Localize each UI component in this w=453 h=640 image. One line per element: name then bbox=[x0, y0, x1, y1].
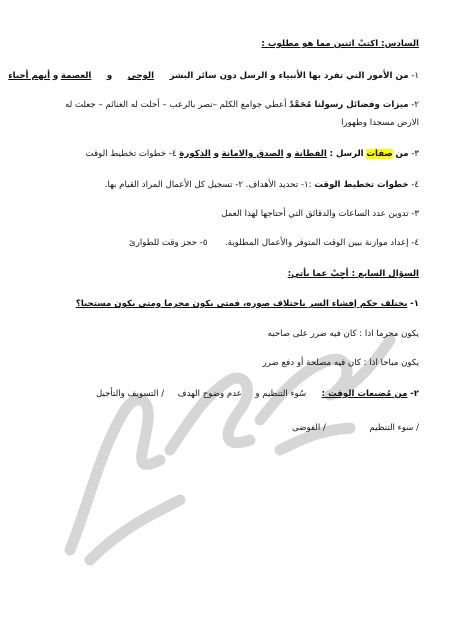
q7-item-2-number: ٢- bbox=[410, 389, 419, 399]
q7-item-2-prompt: من مُضيعات الوقت : bbox=[321, 389, 408, 399]
q6-item-2-prompt: ميزات وفضائل رسولنا مُحَمَّدٌ bbox=[289, 100, 409, 110]
q6-item-3-answer-1: الفطانة bbox=[294, 149, 327, 159]
q7-item-1-prompt: يختلف حكم إفشاء السر باختلاف صوره، فمتى يكون محرما ومتى يكون مستحبا؟ bbox=[75, 299, 408, 309]
q6-item-3-separator-1: و bbox=[286, 149, 292, 159]
q6-item-1-answer-1: الوحى bbox=[127, 71, 155, 81]
q6-item-1-number: ١- bbox=[411, 71, 419, 81]
q6-item-3 bbox=[28, 148, 419, 160]
section-6-title: السادس: اكتبْ اثنين مما هو مطلوب : bbox=[261, 39, 419, 49]
q7-item-1-answer-2: يكون مباحا اذا : كان فيه مصلحة أو دفع ضرر bbox=[262, 358, 419, 368]
q6-item-2 bbox=[28, 99, 419, 111]
q7-item-2-answer-3: / التسويف والتأجيل bbox=[96, 389, 165, 399]
q6-item-4-prompt: خطوات تخطيط الوقت bbox=[314, 180, 409, 190]
q7-item-2-answer-4: / سوء التنظيم bbox=[369, 423, 419, 433]
q7-item-2-continuation bbox=[28, 422, 419, 434]
q6-item-3-separator-2: و bbox=[213, 149, 219, 159]
q7-item-2 bbox=[28, 388, 419, 400]
q6-item-5: ٣- تدوين عدد الساعات والدقائق التي أحتاجها لهذا العمل bbox=[221, 209, 419, 219]
q6-item-3-prompt-highlight: صفات bbox=[366, 149, 393, 159]
section-7-title: السؤال السابع : أجِبْ عما يأتي: bbox=[287, 269, 419, 279]
q6-item-1-answer-2: العصمة bbox=[60, 71, 92, 81]
q6-item-4 bbox=[28, 179, 419, 191]
q6-item-2-number: ٢- bbox=[411, 100, 419, 110]
q7-item-1-number: ١- bbox=[410, 299, 419, 309]
q6-item-2-continuation: الارض مسجدا وطهورا bbox=[341, 118, 419, 128]
q7-item-1-answer-1: يكون محرما اذا : كان فيه ضرر على صاحبه bbox=[267, 329, 419, 339]
q6-item-3-tail: ٤- خطوات تخطيط الوقت bbox=[85, 149, 177, 159]
q6-item-2-text: أعطي جوامع الكلم –نصر بالرعب – أحلت له الغنائم – جعلت له bbox=[65, 100, 287, 110]
q6-item-1-prompt: من الأمور التي تفرد بها الأنبياء و الرسل دون سائر البشر bbox=[169, 71, 409, 81]
q6-item-1-separator-1: و bbox=[106, 71, 113, 81]
q6-item-3-prompt-end: الرسل : bbox=[329, 149, 364, 159]
q6-item-1-answer-3: أنهم أحياء bbox=[8, 71, 51, 81]
q6-item-6 bbox=[28, 237, 419, 249]
q6-item-4-number: ٤- bbox=[411, 180, 419, 190]
q7-item-2-answer-5: / الفوضى bbox=[292, 423, 326, 433]
q6-item-3-prompt-start: من bbox=[395, 149, 409, 159]
q7-item-2-answer-2: عدم وضوح الهدف bbox=[177, 389, 242, 399]
q6-item-3-answer-2: الصدق والامانة bbox=[221, 149, 284, 159]
q6-item-3-number: ٣- bbox=[411, 149, 419, 159]
handwritten-name-watermark bbox=[30, 300, 420, 570]
q6-item-4-text: :١- تحديد الأهداف. ٢- تسجيل كل الأعمال المراد القيام بها. bbox=[104, 180, 312, 190]
q6-item-6-tail: ٥- حجز وقت للطوارئ bbox=[129, 238, 208, 248]
q6-item-3-answer-3: الذكورة bbox=[179, 149, 211, 159]
q7-item-2-answer-1: سُوء التنظيم و bbox=[255, 389, 307, 399]
q7-item-1 bbox=[28, 298, 419, 310]
q6-item-6-text: ٤- إعداد موازنة بيين الوقت المتوفر والأعمال المطلوبة. bbox=[224, 238, 419, 248]
q6-item-1-separator-2: و bbox=[52, 71, 59, 81]
q6-item-1 bbox=[8, 70, 419, 82]
